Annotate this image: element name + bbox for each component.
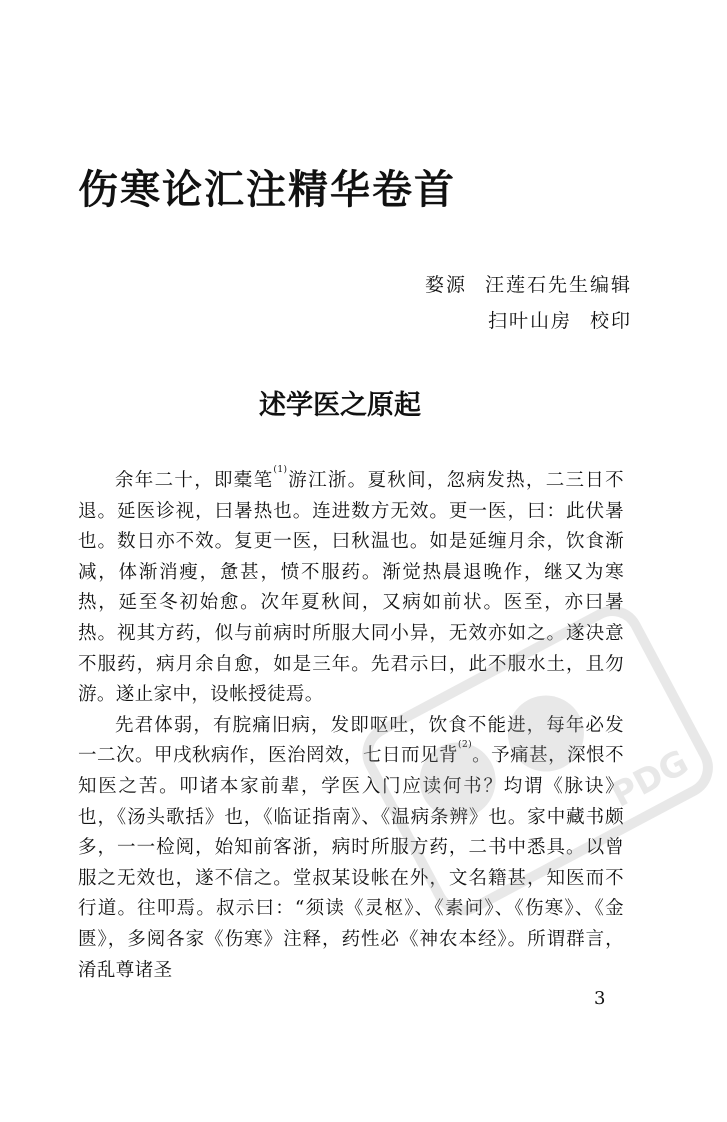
page-number: 3 [594,988,606,1009]
footnote-ref-1: (1) [273,465,288,475]
book-title: 伤寒论汇注精华卷首 [78,166,456,213]
footnote-ref-2: (2) [458,740,472,751]
compiler-credit [425,270,632,297]
section-title: 述学医之原起 [259,390,421,421]
paragraph-2-part-1: 先君体弱，有脘痛旧病，发即呕吐，饮食不能进，每年必发一二次。甲戌秋病作，医治罔效，七日而见背 [78,714,624,767]
compiler-place: 婺源 [424,274,467,296]
paragraph-2-part-2: 。予痛甚，深恨不知医之苦。叩诸本家前辈，学医入门应读何书？均谓《脉诀》也，《汤头歌括》也，《临证指南》、《温病条辨》也。家中藏书颇多，一一检阅，始知前客浙，病时所服方药，二书中悉具。以曾服之无效也，遂不信之。堂叔某设帐在外，文名籍甚，知医而不行道。往叩焉。叔示曰：“须读《灵枢》、《素问》、《伤寒》、《金匮》，多阅各家《伤寒》注释，药性必《神农本经》。所谓群言，淆乱尊诸圣 [78,745,624,981]
watermark-label: PDG [604,742,696,816]
paragraph-1 [78,466,624,711]
body-text [78,466,624,986]
publisher-name: 扫叶山房 [487,310,572,332]
paragraph-2 [78,711,624,986]
paragraph-1-part-2: 游江浙。夏秋间，忽病发热，二三日不退。延医诊视，曰暑热也。连进数方无效。更一医，曰：此伏暑也。数日亦不效。复更一医，曰秋温也。如是延缠月余，饮食渐减，体渐消瘦，惫甚，愤不服药。渐觉热晨退晚作，继又为寒热，延至冬初始愈。次年夏秋间，又病如前状。医至，亦曰暑热。视其方药，似与前病时所服大同小异，无效亦如之。遂决意不服药，病月余自愈，如是三年。先君示曰，此不服水土，且勿游。遂止家中，设帐授徒焉。 [78,470,624,706]
publisher-credit [488,306,632,333]
compiler-name: 汪莲石先生编辑 [484,274,632,296]
paragraph-1-part-1: 余年二十，即橐笔 [115,470,274,491]
publisher-role: 校印 [589,310,632,332]
